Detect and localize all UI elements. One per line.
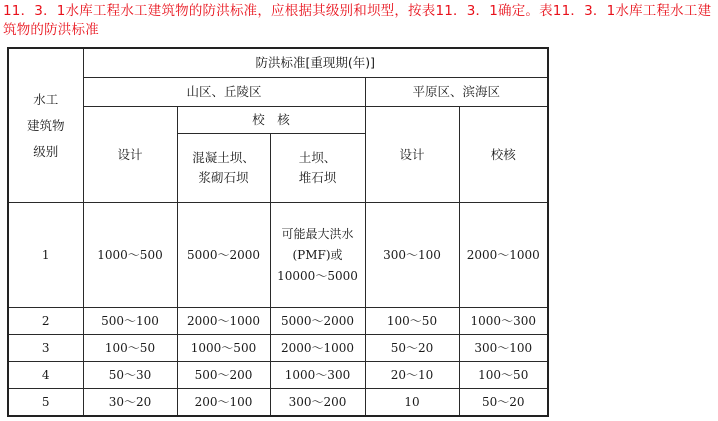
plain-check-header: 校核 (459, 106, 548, 203)
grade-header-line: 级别 (33, 143, 59, 159)
concrete-check-cell: 200～100 (177, 389, 270, 416)
design-cell: 500～100 (83, 307, 177, 334)
earth-dam-header (270, 133, 365, 202)
plain-design-cell: 300～100 (365, 203, 459, 308)
mountain-check-header: 校 核 (177, 106, 365, 133)
design-cell: 1000～500 (83, 203, 177, 308)
plain-design-cell: 100～50 (365, 307, 459, 334)
mountain-design-header: 设计 (83, 106, 177, 203)
document-caption: 11．3．1水库工程水工建筑物的防洪标准，应根据其级别和坝型，按表11．3．1确定。表11．3．1水库工程水工建筑物的防洪标准 (3, 3, 712, 38)
header-row-sub (8, 106, 548, 133)
concrete-check-cell: 2000～1000 (177, 307, 270, 334)
earth-check-line: 10000～5000 (277, 268, 358, 283)
region-mountain-header: 山区、丘陵区 (83, 77, 365, 106)
flood-standard-table (7, 47, 549, 417)
plain-design-cell: 10 (365, 389, 459, 416)
earth-check-cell: 300～200 (270, 389, 365, 416)
plain-design-cell: 20～10 (365, 362, 459, 389)
design-cell: 30～20 (83, 389, 177, 416)
concrete-dam-header-line: 混凝土坝、 (192, 150, 255, 166)
earth-check-cell: 2000～1000 (270, 335, 365, 362)
design-cell: 50～30 (83, 362, 177, 389)
table-row (8, 203, 548, 308)
grade-header-line: 建筑物 (26, 117, 65, 133)
flood-standard-table-container (7, 47, 547, 417)
grade-cell: 3 (8, 335, 83, 362)
grade-column-header (8, 48, 83, 203)
concrete-check-cell: 1000～500 (177, 335, 270, 362)
earth-check-line: 可能最大洪水 (281, 226, 354, 241)
plain-check-cell: 100～50 (459, 362, 548, 389)
plain-check-cell: 50～20 (459, 389, 548, 416)
grade-cell: 2 (8, 307, 83, 334)
plain-check-cell: 1000～300 (459, 307, 548, 334)
design-cell: 100～50 (83, 335, 177, 362)
earth-check-cell: 1000～300 (270, 362, 365, 389)
plain-design-header: 设计 (365, 106, 459, 203)
flood-standard-header: 防洪标准[重现期(年)] (83, 48, 548, 77)
earth-dam-header-line: 土坝、 (298, 150, 337, 166)
concrete-dam-header-line: 浆砌石坝 (198, 170, 249, 186)
grade-cell: 1 (8, 203, 83, 308)
table-row (8, 389, 548, 416)
region-plain-header: 平原区、滨海区 (365, 77, 548, 106)
earth-dam-header-line: 堆石坝 (298, 170, 337, 186)
grade-cell: 5 (8, 389, 83, 416)
table-row (8, 362, 548, 389)
plain-design-cell: 50～20 (365, 335, 459, 362)
grade-header-line: 水工 (33, 91, 59, 107)
concrete-check-cell: 500～200 (177, 362, 270, 389)
earth-check-cell: 5000～2000 (270, 307, 365, 334)
concrete-check-cell: 5000～2000 (177, 203, 270, 308)
header-row-title (8, 48, 548, 77)
plain-check-cell: 300～100 (459, 335, 548, 362)
table-row (8, 335, 548, 362)
earth-check-line: (PMF)或 (292, 247, 343, 262)
table-row (8, 307, 548, 334)
earth-check-cell (270, 203, 365, 308)
header-row-region (8, 77, 548, 106)
plain-check-cell: 2000～1000 (459, 203, 548, 308)
grade-cell: 4 (8, 362, 83, 389)
concrete-dam-header (177, 133, 270, 202)
